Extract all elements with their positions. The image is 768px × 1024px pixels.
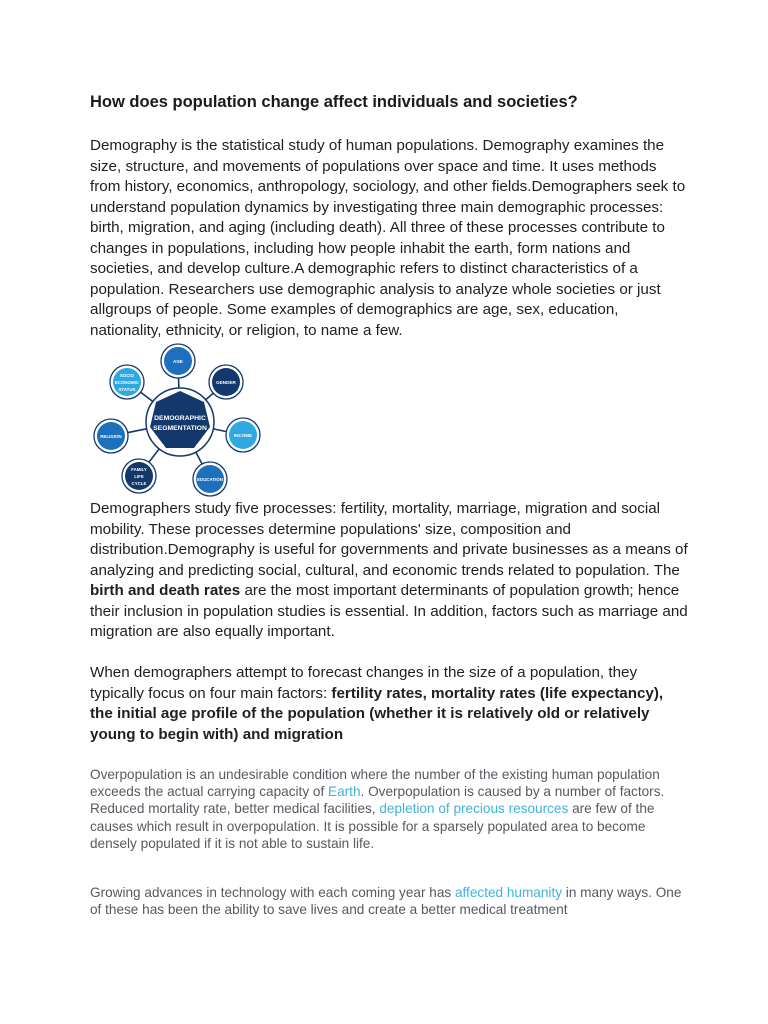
paragraph-demography: Demography is the statistical study of human populations. Demography examines the size, structure, and movements of populations over space and time. It uses methods from history, economics, anthropology, sociology, and other fields.Demographers seek to understand population dynamics by investigating three main demographic processes: birth, migration, and aging (including death). All three of these processes contribute to changes in populations, including how people inhabit the earth, form nations and societies, and develop culture.A demographic refers to distinct characteristics of a population. Researchers use demographic analysis to analyze whole societies or just allgroups of people. Some examples of demographics are age, sex, education, nationality, ethnicity, or religion, to name a few. (90, 137, 686, 339)
node-religion-label: RELIGION (100, 434, 122, 439)
node-income-label: INCOME (233, 433, 253, 438)
page-title: How does population change affect individuals and societies? (90, 93, 578, 111)
paragraph-processes-text-1: Demographers study five processes: fertility, mortality, marriage, migration and social mobility. These processes determine populations' size, composition and distribution.Demography is useful for governments and private businesses as a means of analyzing and predicting social, cultural, and economic trends related to population. The (90, 500, 688, 579)
node-family-label-line1: FAMILY (131, 467, 147, 472)
earth-link[interactable]: Earth (328, 784, 361, 800)
affected-humanity-link[interactable]: affected humanity (454, 885, 563, 900)
paragraph-forecast-text: When demographers attempt to forecast changes in the size of a population, they typically focus on four main factors: (90, 664, 638, 702)
node-socio-label-line3: STATUS (118, 387, 136, 392)
overpopulation-text-2: . Overpopulation is caused by a number of factors. Reduced mortality rate, better medical facilities, (90, 784, 665, 817)
technology-text-1: Growing advances in technology with each coming year has (90, 885, 455, 900)
node-family-life-cycle (122, 459, 156, 493)
node-socio-label-line1: SOCIO (119, 373, 135, 378)
node-gender-label: GENDER (216, 380, 236, 385)
paragraph-technology (90, 884, 690, 918)
node-family-label-line3: CYCLE (131, 481, 147, 486)
node-gender (209, 365, 243, 399)
center-label-line2: SEGMENTATION (153, 425, 207, 432)
node-socio-economic-status (110, 365, 144, 399)
demographic-segmentation-diagram (92, 342, 264, 498)
paragraph-forecast (90, 663, 690, 745)
node-socio-label-line2: ECONOMIC (114, 380, 140, 385)
center-label-line1: DEMOGRAPHIC (154, 415, 206, 422)
paragraph-overpopulation (90, 766, 690, 852)
node-age (161, 344, 195, 378)
overpopulation-text-1: Overpopulation is an undesirable condition where the number of the existing human population exceeds the actual carrying capacity of (90, 767, 660, 800)
depletion-resources-link[interactable]: depletion of precious resources (379, 801, 569, 817)
node-income (226, 418, 260, 452)
node-religion (94, 419, 128, 453)
overpopulation-text-3: are few of the causes which result in overpopulation. It is possible for a sparsely populated area to become densely populated if it is not able to sustain life. (90, 801, 655, 851)
node-education (193, 462, 227, 496)
birth-death-rates-bold: birth and death rates (90, 582, 241, 599)
forecast-factors-bold: fertility rates, mortality rates (life expectancy), the initial age profile of the population (whether it is relatively old or relatively young to begin with) and migration (90, 684, 664, 743)
technology-text-2: in many ways. One of these has been the ability to save lives and create a better medical treatment (90, 885, 682, 918)
node-age-label: AGE (173, 359, 183, 364)
node-family-label-line2: LIFE (134, 474, 144, 479)
center-node (146, 388, 214, 456)
node-education-label: EDUCATION (197, 477, 223, 482)
paragraph-processes-text-2: are the most important determinants of population growth; hence their inclusion in population studies is essential. In addition, factors such as marriage and migration are also equally important. (90, 582, 688, 640)
paragraph-processes (90, 499, 690, 643)
